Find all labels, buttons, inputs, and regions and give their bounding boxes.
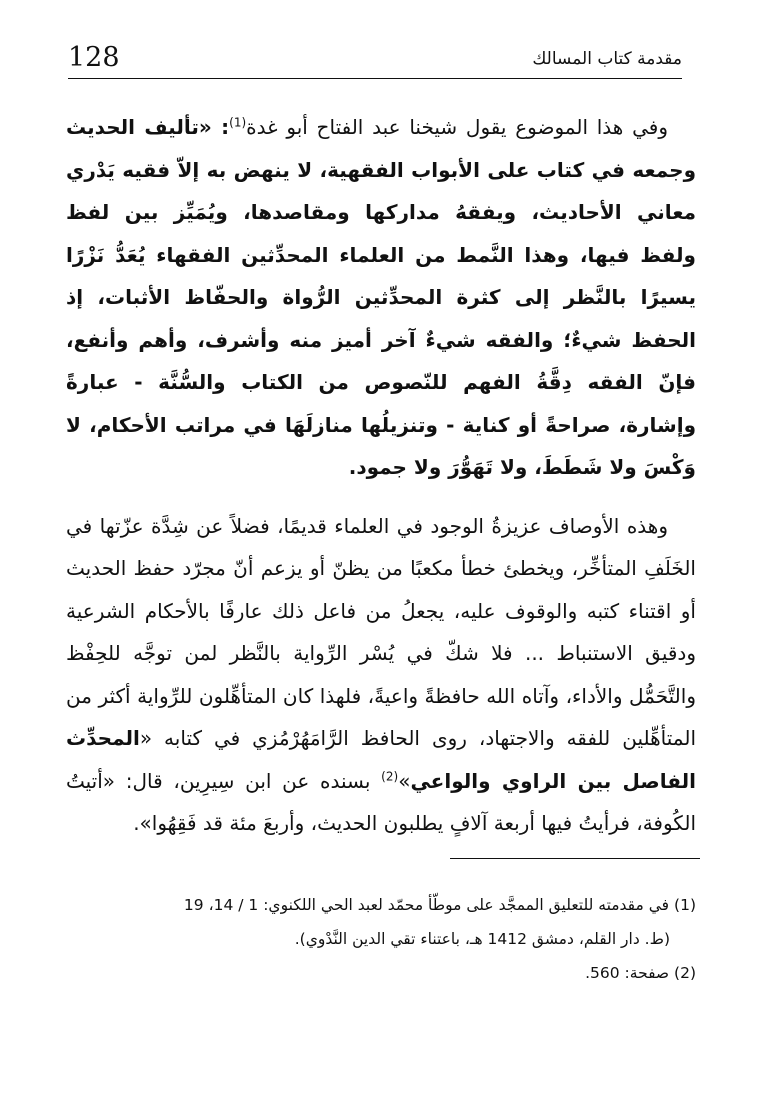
footnote-2: (2) صفحة: 560. — [585, 964, 696, 982]
paragraph-2-text-b: » — [398, 768, 411, 793]
paragraph-2-text-a: وهذه الأوصاف عزيزةُ الوجود في العلماء قديمًا، فضلاً عن شِدَّة عزّتها في الخَلَفِ المتأخِّر، ويخطئ خطأ مكعبًا من يظنّ أو يزعم أنّ مجرّد حفظ الحديث أو اقتناء كتبه والوقوف عليه، يجعلُ من فاعل ذلك عارفًا بالأحكام الشرعية ودقيق الاستنباط ... فلا شكّ في يُسْر الرِّواية بالنَّظر لمن توجَّه للحِفْظ والتَّحَمُّل والأداء، وآتاه الله حافظةً واعيةً، فلهذا كان المتأهِّلون للرِّواية أكثر من المتأهِّلين للفقه والاجتهاد، روى الحافظ الرَّامَهُرْمُزي في كتابه « — [66, 513, 696, 750]
paragraph-2 — [66, 505, 696, 845]
footnote-ref-1: (1) — [229, 115, 247, 130]
paragraph-1-lead: وفي هذا الموضوع يقول شيخنا عبد الفتاح أبو غدة — [246, 115, 668, 139]
page-header — [68, 40, 682, 78]
footnotes — [72, 888, 696, 990]
footnote-1-line-1: (1) في مقدمته للتعليق الممجَّد على موطّأ محمّد لعبد الحي اللكنوي: 1 / 14، 19 — [183, 896, 696, 914]
book-title: المحدِّث الفاصل بين الراوي والواعي — [66, 726, 696, 793]
main-text — [66, 106, 696, 845]
paragraph-2-text-c: بسنده عن ابن سِيرِين، قال: «أتيتُ الكُوفة، فرأيتُ فيها أربعة آلافٍ يطلبون الحديث، وأربعَ مئة قد فَقِهُوا». — [66, 768, 696, 835]
footnote-ref-2: (2) — [381, 768, 399, 783]
page-number: 128 — [68, 42, 120, 73]
abu-ghudda-quote: : «تأليف الحديث وجمعه في كتاب على الأبواب الفقهية، لا ينهض به إلاّ فقيه يَدْري معاني الأحاديث، ويفقهُ مداركها ومقاصدها، ويُمَيِّز بين لفظ ولفظ فيها، وهذا النَّمط من العلماء المحدِّثين الفقهاء يُعَدُّ نَزْرًا يسيرًا بالنَّظر إلى كثرة المحدِّثين الرُّواة والحفّاظ الأثبات، إذ الحفظ شيءٌ؛ والفقه شيءٌ آخر أميز منه وأشرف، وأهم وأنفع، فإنّ الفقه دِقَّةُ الفهم للنّصوص من الكتاب والسُّنَّة - عبارةً وإشارة، صراحةً أو كناية - وتنزيلُها منازلَهَا في مراتب الأحكام، لا وَكْسَ ولا شَطَطَ، ولا تَهَوُّرَ ولا جمود. — [66, 115, 696, 479]
paragraph-1 — [66, 106, 696, 489]
header-rule — [68, 78, 682, 79]
running-title: مقدمة كتاب المسالك — [532, 49, 682, 69]
footnote-1-line-2: (ط. دار القلم، دمشق 1412 هـ، باعتناء تقي الدين النَّدْوي). — [294, 930, 670, 948]
footnote-separator — [450, 858, 700, 859]
